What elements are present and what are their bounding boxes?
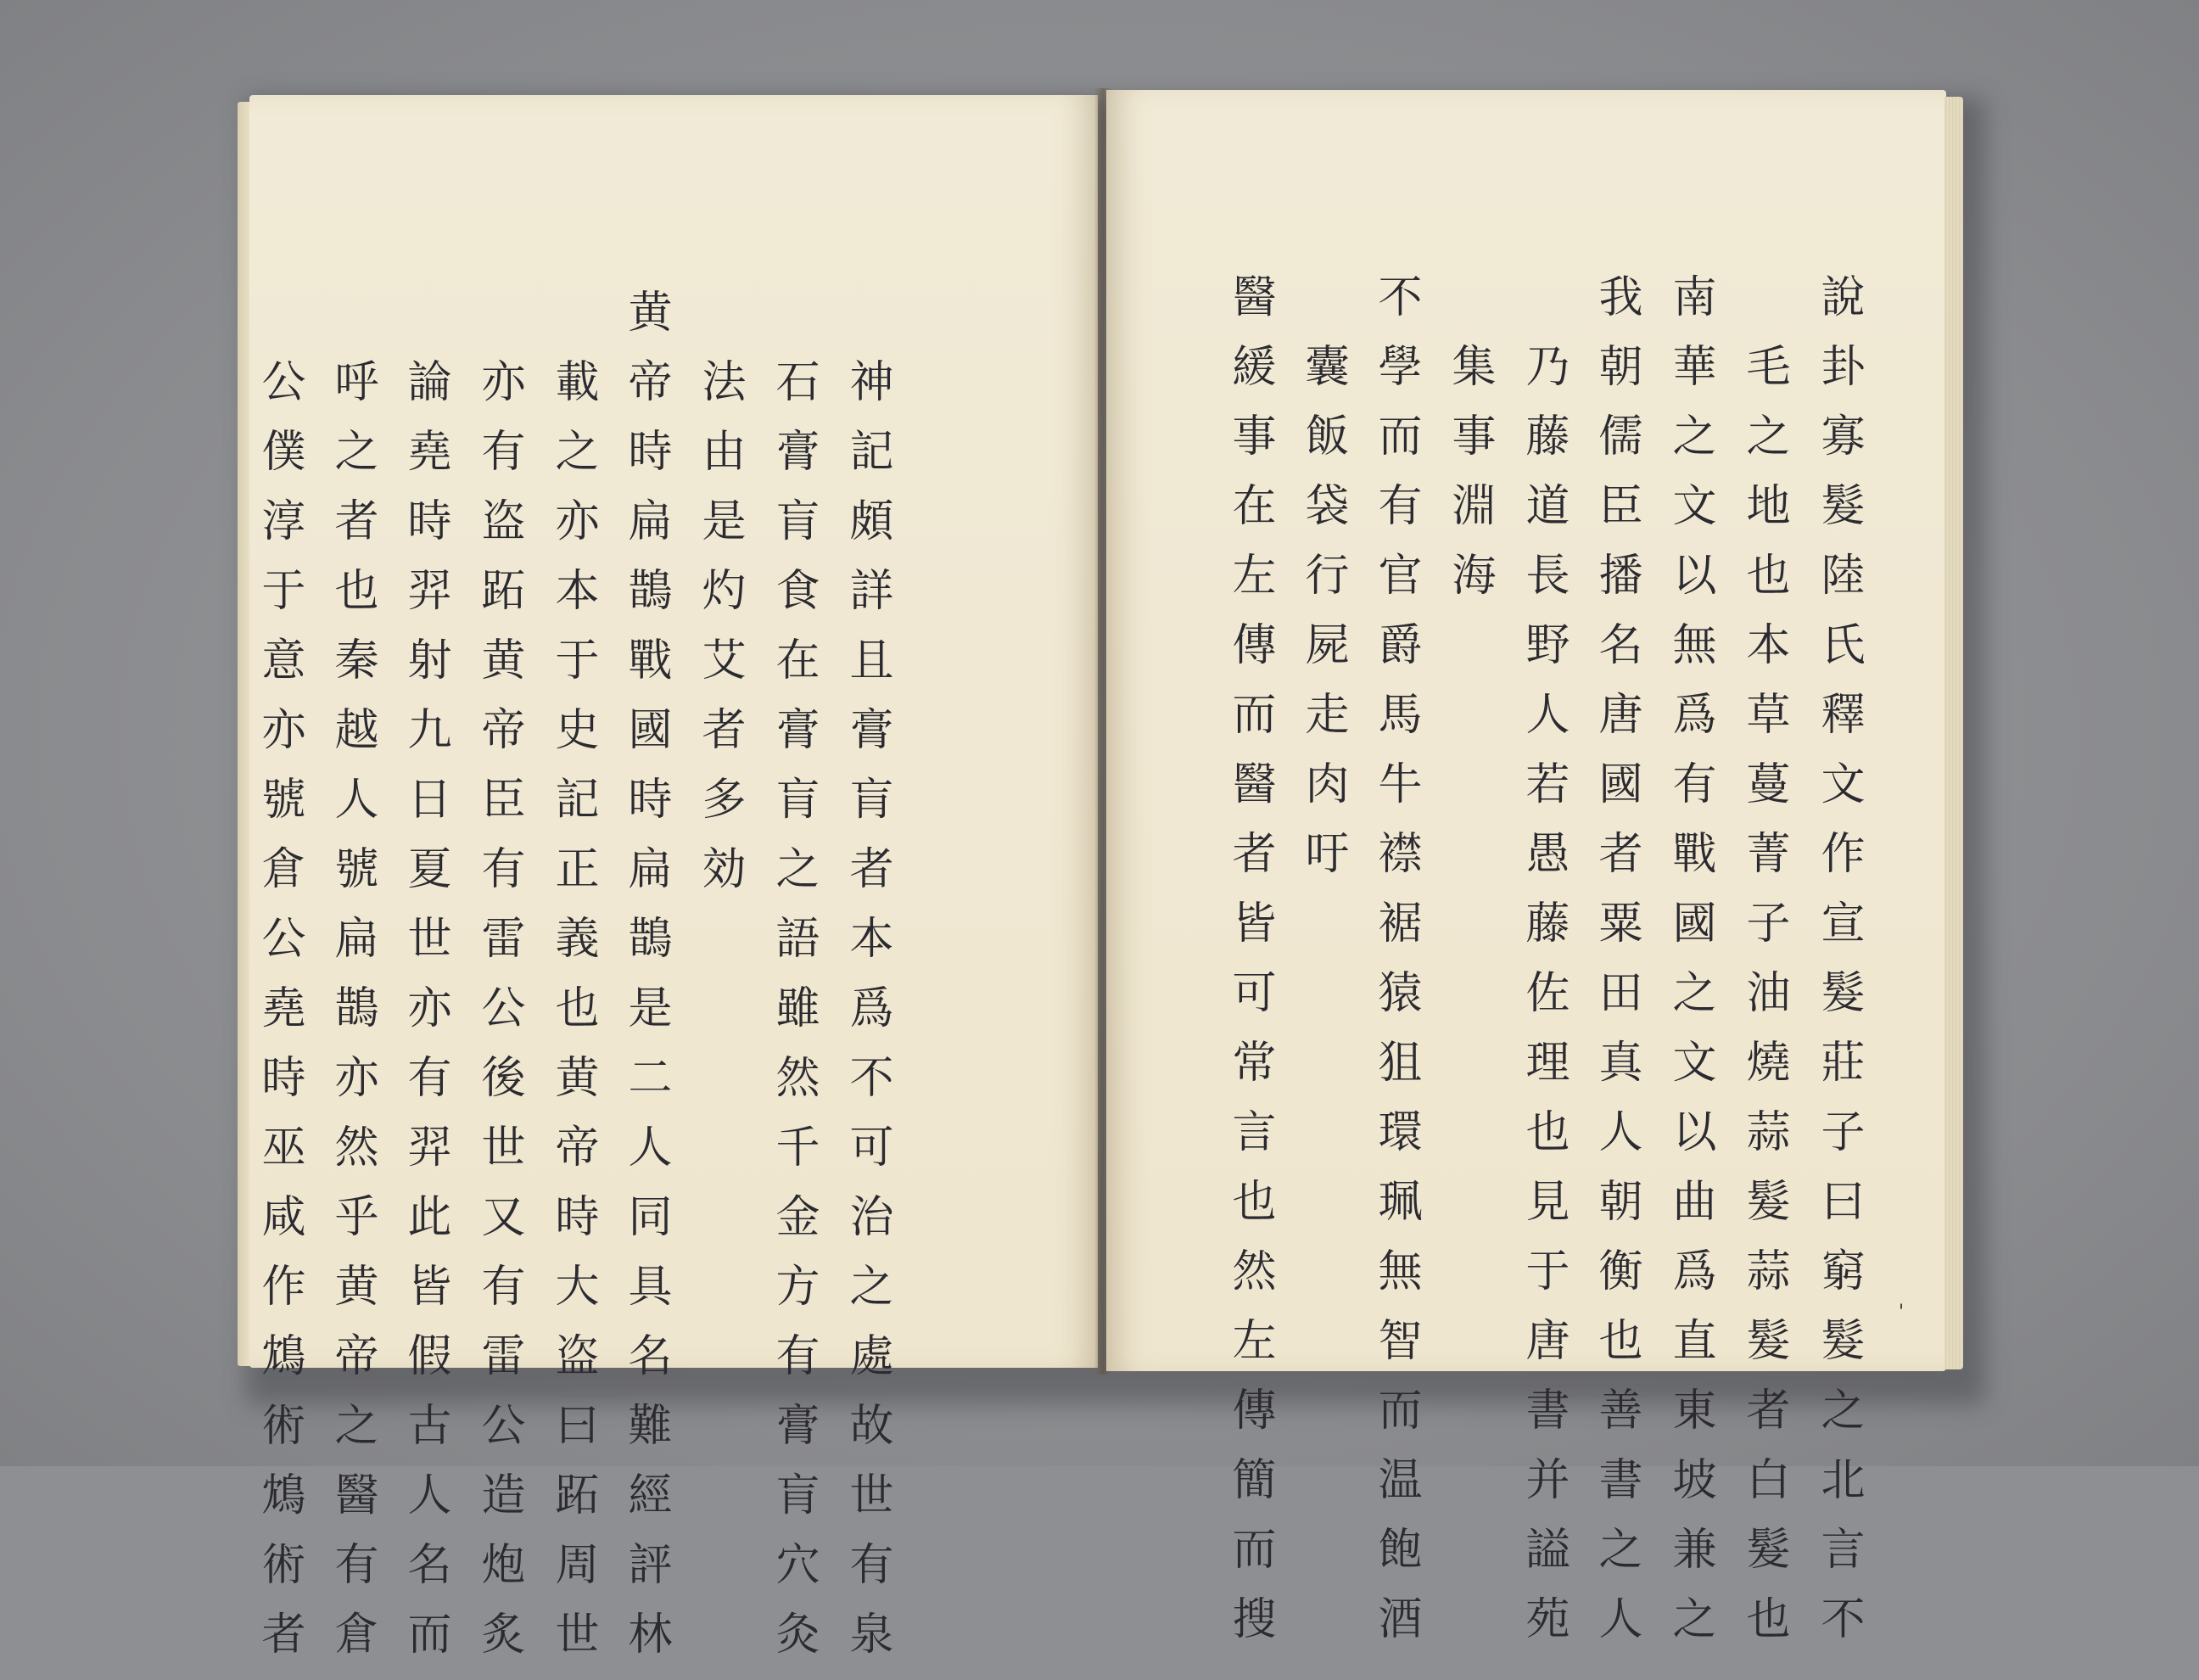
- right-page-column-5: 乃藤道長野人若愚藤佐理也見于唐書并謚苑: [1518, 343, 1569, 1665]
- right-page-column-4: 我朝儒臣播名唐國者粟田真人朝衡也善書之人: [1591, 273, 1642, 1665]
- left-page: [249, 95, 1098, 1680]
- left-page-column-4: 黄帝時扁鵲戰國時扁鵲是二人同具名難經評林: [620, 288, 671, 1680]
- left-page-column-1: 神記頗詳且膏肓者本爲不可治之處故世有泉: [842, 358, 892, 1680]
- left-page-column-6: 亦有盗跖黄帝臣有雷公後世又有雷公造炮炙: [473, 358, 524, 1680]
- right-page: [1106, 90, 1946, 1665]
- left-page-column-7: 論堯時羿射九日夏世亦有羿此皆假古人名而: [400, 358, 450, 1680]
- right-page-column-6: 集事淵海: [1444, 343, 1495, 621]
- right-page-edge: [1944, 97, 1963, 1369]
- right-page-column-3: 南華之文以無爲有戰國之文以曲爲直東坡兼之: [1665, 273, 1715, 1665]
- right-page-column-8: 囊飯袋行屍走肉吁: [1297, 343, 1348, 899]
- open-book: [238, 85, 1968, 1680]
- left-page-column-2: 石膏肓食在膏肓之語雖然千金方有膏肓穴灸: [768, 358, 819, 1680]
- margin-mark: ': [1899, 1302, 1905, 1323]
- right-page-column-9: 醫緩事在左傳而醫者皆可常言也然左傳簡而搜: [1224, 273, 1275, 1665]
- right-page-column-1: 說卦寡髮陸氏釋文作宣髮莊子曰窮髮之北言不: [1813, 273, 1864, 1665]
- left-page-column-8: 呼之者也秦越人號扁鵲亦然乎黄帝之醫有倉: [327, 358, 378, 1680]
- left-page-column-5: 載之亦本于史記正義也黄帝時大盗曰跖周世: [547, 358, 598, 1680]
- right-page-column-2: 毛之地也本草蔓菁子油燒蒜髮蒜髮者白髮也: [1738, 343, 1789, 1665]
- left-page-column-3: 法由是灼艾者多効: [694, 358, 745, 915]
- left-page-column-9: 公僕淳于意亦號倉公堯時巫咸作鴆術鴆術者: [254, 358, 305, 1680]
- right-page-column-7: 不學而有官爵馬牛襟裾猿狙環珮無智而温飽酒: [1370, 273, 1421, 1665]
